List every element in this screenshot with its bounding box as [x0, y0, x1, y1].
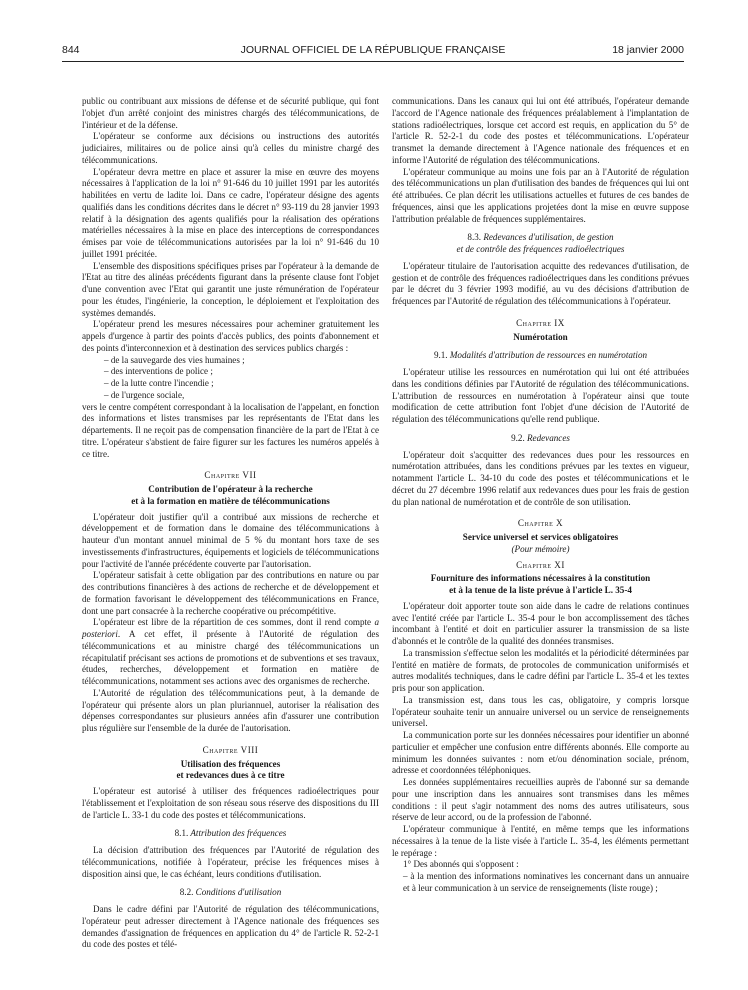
right-column: [392, 96, 689, 895]
paragraph: L'opérateur prend les mesures nécessaires pour acheminer gratuitement les appels d'urgence à partir des points d'accès publics, des points d'abonnement et des points d'interconnexion et à destination des services publics chargés :: [82, 319, 379, 353]
paragraph: L'opérateur utilise les ressources en numérotation qui lui ont été attribuées dans les conditions définies par l'Autorité de régulation des télécommunications. L'attribution de ressources en numérotation à l'opérateur ainsi que toute modification de cette attribution font l'objet d'une décision de l'Autorité de régulation des télécommunications qu'elle rend publique.: [392, 367, 689, 424]
paragraph: La transmission est, dans tous les cas, obligatoire, y compris lorsque l'opérateur souhaite tenir un annuaire universel ou un service de renseignements universel.: [392, 694, 689, 729]
chapter-title: [82, 484, 379, 508]
paragraph: [82, 617, 379, 688]
chapter-label: Chapitre VII: [204, 470, 257, 481]
section-heading: [82, 828, 379, 840]
text-run: . A cet effet, il présente à l'Autorité de régulation des télécommunications et au ministre chargé des télécommunications un récapitulatif précisant ses actions de promotions et de subventions et ses travaux, études, recherches, développement et formation en matière de télécommunications, notamment ses actions avec des organismes de recherche.: [82, 629, 379, 686]
chapter-subtitle: (Pour mémoire): [511, 543, 570, 554]
left-column: [82, 96, 379, 951]
paragraph: La communication porte sur les données nécessaires pour identifier un abonné particulier et empêcher une confusion entre différents abonnés. Elle comporte au minimum les données suivantes : nom et/ou dénomination sociale, prénom, adresse et coordonnées téléphoniques.: [392, 730, 689, 776]
section-title: Redevances: [527, 432, 570, 443]
chapter-title: Service universel et services obligatoires: [462, 532, 619, 542]
list-item: – de la lutte contre l'incendie ;: [104, 378, 214, 388]
chapter-title-line: Fourniture des informations nécessaires à la constitution: [430, 573, 651, 584]
list-item: – de la sauvegarde des vies humaines ;: [104, 354, 245, 365]
list-item: – de l'urgence sociale,: [104, 389, 185, 400]
paragraph: communications. Dans les canaux qui lui ont été attribués, l'opérateur demande l'accord de l'Agence nationale des fréquences préalablement à l'implantation de stations radioélectriques, lorsque cet accord est requis, en application du 5° de l'article R. 52-2-1 du code des postes et télécommunications. L'opérateur transmet la demande directement à l'Agence nationale des fréquences et en informe l'Autorité de régulation des télécommunications.: [392, 96, 689, 165]
chapter-title-line: et à la formation en matière de télécommunications: [131, 495, 330, 506]
chapter-title: Numérotation: [513, 331, 568, 342]
chapter-label: Chapitre XI: [516, 559, 565, 570]
section-heading: [392, 232, 689, 256]
header-rule: [62, 61, 684, 62]
section-number: 8.1.: [174, 828, 189, 839]
paragraph: L'ensemble des dispositions spécifiques prises par l'opérateur à la demande de l'Etat au titre des alinéas précédents figurant dans la présente clause font l'objet d'une convention avec l'Etat qui garantit une juste rémunération de l'opérateur pour les études, l'ingénierie, la conception, le déploiement et l'exploitation des systèmes demandés.: [82, 260, 379, 318]
section-number: 8.2.: [179, 887, 194, 898]
paragraph: public ou contribuant aux missions de défense et de sécurité publique, qui font l'objet d'un arrêté conjoint des ministres chargés des télécommunications, de l'intérieur et de la défense.: [82, 96, 379, 130]
page-header: [62, 44, 684, 58]
paragraph: L'opérateur doit justifier qu'il a contribué aux missions de recherche et développement et de formation dans le domaine des télécommunications à hauteur d'un montant annuel minimal de 5 % du montant hors taxe de ses investissements d'infrastructures, équipements et logiciels de télécommunications pour l'activité de l'année précédente couverte par l'autorisation.: [82, 511, 379, 569]
paragraph: L'opérateur doit s'acquitter des redevances dues pour les ressources en numérotation attribuées, dans les conditions prévues par les textes en vigueur, notamment l'article L. 34-10 du code des postes et télécommunications et le décret du 27 décembre 1996 relatif aux redevances dues pour les frais de gestion du plan national de numérotation et de contrôle de son utilisation.: [392, 449, 689, 507]
chapter-title-line: et redevances dues à ce titre: [176, 770, 285, 781]
chapter-label: Chapitre VIII: [202, 744, 259, 755]
chapter-title-line: et à la tenue de la liste prévue à l'article L. 35-4: [449, 585, 632, 595]
paragraph: L'opérateur devra mettre en place et assurer la mise en œuvre des moyens nécessaires à l'application de la loi n° 91-646 du 10 juillet 1991 par les autorités habilitées en vertu de ladite loi. Dans ce cadre, l'opérateur désigne des agents qualifiés dans les conditions décrites dans le décret n° 93-119 du 28 janvier 1993 relatif à la désignation des agents qualifiés pour la réalisation des opérations matérielles nécessaires à la mise en place des interceptions de correspondances émises par voie de télécommunications autorisées par la loi n° 91-646 du 10 juillet 1991 précitée.: [82, 166, 379, 259]
list-item: – à la mention des informations nominatives les concernant dans un annuaire et à leur communication à un service de renseignements (liste rouge) ;: [403, 871, 689, 893]
paragraph: Les données supplémentaires recueillies auprès de l'abonné sur sa demande pour une inscription dans les annuaires sont transmises dans les mêmes conditions : il peut s'agir notamment des noms des autres utilisateurs, sous réserve de leur accord, ou de la profession de l'abonné.: [392, 777, 689, 823]
paragraph: L'opérateur communique au moins une fois par an à l'Autorité de régulation des télécommunications un plan d'utilisation des bandes de fréquences qui lui ont été attribuées. Ce plan décrit les utilisations actuelles et futures de ces bandes de fréquences, ainsi que les applications projetées dont la mise en œuvre suppose l'attribution préalable de fréquences supplémentaires.: [392, 166, 689, 224]
text-run: L'opérateur est libre de la répartition de ces sommes, dont il rend compte: [93, 617, 375, 628]
section-title: Redevances d'utilisation, de gestion: [483, 232, 614, 243]
paragraph: La transmission s'effectue selon les modalités et la périodicité déterminées par l'entité en matière de formats, de protocoles de communication uniformisés et autres modalités techniques, dans le cadre défini par l'article L. 35-4 et les textes pris pour son application.: [392, 647, 689, 693]
section-title: Modalités d'attribution de ressources en numérotation: [449, 350, 648, 361]
chapter-title-line: Utilisation des fréquences: [180, 758, 281, 769]
chapter-title: [392, 573, 689, 597]
chapter-title-line: Contribution de l'opérateur à la recherche: [148, 484, 313, 494]
section-title: et de contrôle des fréquences radioélectriques: [456, 244, 625, 254]
section-number: 9.1.: [433, 350, 448, 361]
chapter-label: Chapitre X: [517, 518, 564, 529]
paragraph: L'opérateur communique à l'entité, en même temps que les informations nécessaires à la tenue de la liste visée à l'article L. 35-4, les éléments permettant le repérage :: [392, 824, 689, 858]
paragraph: L'opérateur doit apporter toute son aide dans le cadre de relations continues avec l'entité créée par l'article L. 35-4 pour le bon accomplissement des tâches incombant à l'entité et doit en particulier assurer la transmission de sa liste d'abonnés et le contrôle de la qualité des données transmises.: [392, 600, 689, 646]
paragraph: L'opérateur satisfait à cette obligation par des contributions en nature ou par des contributions financières à des actions de recherche et de développement et de formation favorisant le développement des télécommunications en France, dont une part consacrée à la recherche coopérative ou précompétitive.: [82, 570, 379, 616]
journal-title: JOURNAL OFFICIEL DE LA RÉPUBLIQUE FRANÇAISE: [240, 44, 506, 56]
section-number: 9.2.: [511, 432, 525, 443]
paragraph: L'opérateur se conforme aux décisions ou instructions des autorités judiciaires, militaires ou de police ainsi qu'à celles du ministre chargé des télécommunications.: [82, 131, 379, 165]
section-number: 8.3.: [467, 232, 482, 243]
list-item: – des interventions de police ;: [104, 366, 213, 377]
paragraph: vers le centre compétent correspondant à la localisation de l'appelant, en fonction des informations et listes transmises par les représentants de l'Etat dans les départements. Il ne reçoit pas de compensation financière de la part de l'Etat à ce titre. L'opérateur s'abstient de faire figurer sur les factures les numéros appelés à ce titre.: [82, 401, 379, 459]
paragraph: L'Autorité de régulation des télécommunications peut, à la demande de l'opérateur qui présente alors un plan pluriannuel, autoriser la réalisation des dépenses correspondantes sur plusieurs années afin d'assurer une contribution plus régulière sur l'ensemble de la durée de l'autorisation.: [82, 687, 379, 733]
paragraph: Dans le cadre défini par l'Autorité de régulation des télécommunications, l'opérateur peut adresser directement à l'Agence nationale des fréquences ses demandes d'assignation de fréquences en application du 4° de l'article R. 52-2-1 du code des postes et télé-: [82, 904, 379, 950]
italic-text: a posteriori: [82, 617, 379, 639]
section-title: Attribution des fréquences: [190, 828, 287, 839]
section-heading: [392, 433, 689, 445]
section-heading: [82, 887, 379, 899]
section-title: Conditions d'utilisation: [195, 887, 282, 898]
chapter-label: Chapitre IX: [516, 317, 565, 328]
section-heading: [392, 350, 689, 362]
page-number: 844: [62, 44, 80, 56]
paragraph: 1° Des abonnés qui s'opposent :: [403, 859, 519, 870]
paragraph: L'opérateur est autorisé à utiliser des fréquences radioélectriques pour l'établissement et l'exploitation de son réseau sous réserve des dispositions du III de l'article L. 33-1 du code des postes et télécommunications.: [82, 786, 379, 820]
publication-date: 18 janvier 2000: [612, 44, 684, 56]
paragraph: L'opérateur titulaire de l'autorisation acquitte des redevances d'utilisation, de gestion et de contrôle des fréquences radioélectriques dans les conditions prévues par le décret du 3 février 1993 modifié, au vu des décisions d'attribution de fréquences par l'Autorité de régulation des télécommunications à l'opérateur.: [392, 260, 689, 306]
chapter-title: [82, 759, 379, 783]
paragraph: La décision d'attribution des fréquences par l'Autorité de régulation des télécommunications, notifiée à l'opérateur, précise les fréquences mises à disposition ainsi que, le cas échéant, leurs conditions d'utilisation.: [82, 845, 379, 879]
